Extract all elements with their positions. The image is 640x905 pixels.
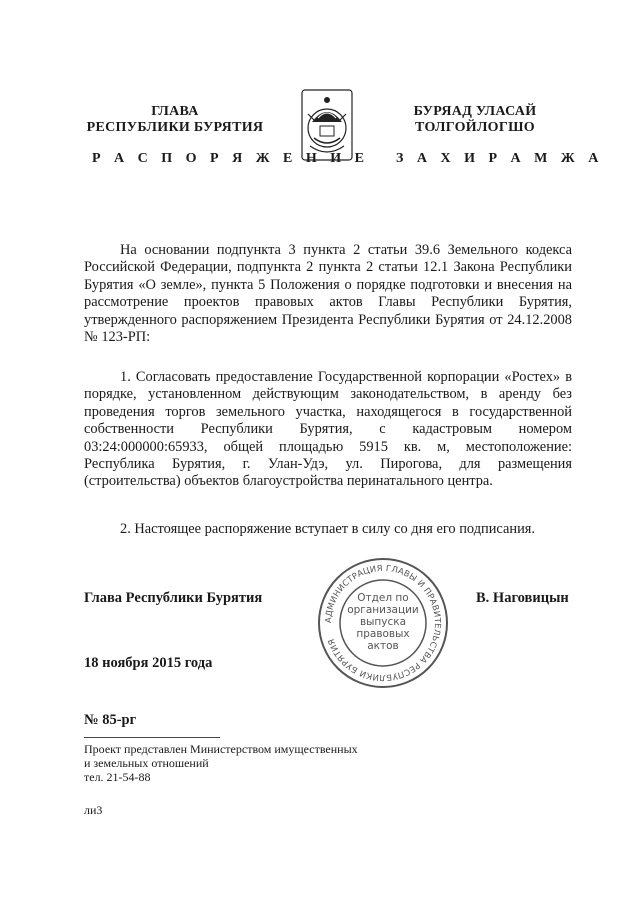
- footer-divider: [84, 737, 220, 738]
- stamp-center-line5: актов: [367, 640, 399, 652]
- document-date: 18 ноября 2015 года: [84, 655, 213, 671]
- right-header: [370, 104, 580, 136]
- preamble-paragraph: На основании подпункта 3 пункта 2 статьи 39.6 Земельного кодекса Российской Федерации, подпункта 2 пункта 2 статьи 12.1 Закона Республики Бурятия «О земле», пункта 5 Положения о порядке подготовки и внесения на рассмотрение проектов правовых актов Главы Республики Бурятия, утвержденного распоряжением Президента Республики Бурятия от 24.12.2008 № 123-РП:: [84, 242, 572, 346]
- signatory-position: Глава Республики Бурятия: [84, 590, 263, 606]
- item1-paragraph: 1. Согласовать предоставление Государственной корпорации «Ростех» в порядке, установленном действующим законодательством, в аренду без проведения торгов земельного участка, находящегося в государственной собственности Республики Бурятия, с кадастровым номером 03:24:000000:65933, общей площадью 5915 кв. м, местоположение: Республика Бурятия, г. Улан-Удэ, ул. Пирогова, для размещения (строительства) объектов благоустройства перинатального центра.: [84, 369, 572, 490]
- footer-note: [84, 742, 358, 784]
- right-header-line1: БУРЯАД УЛАСАЙ: [413, 104, 537, 119]
- footer-note-line1: Проект представлен Министерством имущественных: [84, 742, 358, 756]
- left-header: [70, 104, 280, 136]
- stamp-center-line3: выпуска: [359, 616, 407, 628]
- official-stamp: [315, 555, 451, 691]
- footer-note-line2: и земельных отношений: [84, 756, 209, 770]
- right-doc-type: З А Х И Р А М Ж А: [396, 151, 604, 166]
- footer-code: ли3: [84, 803, 103, 817]
- stamp-center-line1: Отдел по: [357, 592, 409, 604]
- left-doc-type: Р А С П О Р Я Ж Е Н И Е: [92, 151, 370, 166]
- left-header-line2: РЕСПУБЛИКИ БУРЯТИЯ: [86, 120, 264, 135]
- item2-paragraph: 2. Настоящее распоряжение вступает в силу со дня его подписания.: [120, 521, 535, 537]
- stamp-center-line4: правовых: [356, 628, 410, 640]
- signatory-name: В. Наговицын: [476, 590, 569, 606]
- stamp-ring-text: АДМИНИСТРАЦИЯ ГЛАВЫ И ПРАВИТЕЛЬСТВА РЕСПУБЛИКИ БУРЯТИЯ: [322, 562, 444, 684]
- footer-phone: тел. 21-54-88: [84, 770, 151, 784]
- document-number: № 85-рг: [84, 712, 137, 728]
- stamp-center-line2: организации: [347, 604, 419, 616]
- right-header-line2: ТОЛГОЙЛОГШО: [415, 120, 535, 135]
- left-header-line1: ГЛАВА: [151, 104, 199, 119]
